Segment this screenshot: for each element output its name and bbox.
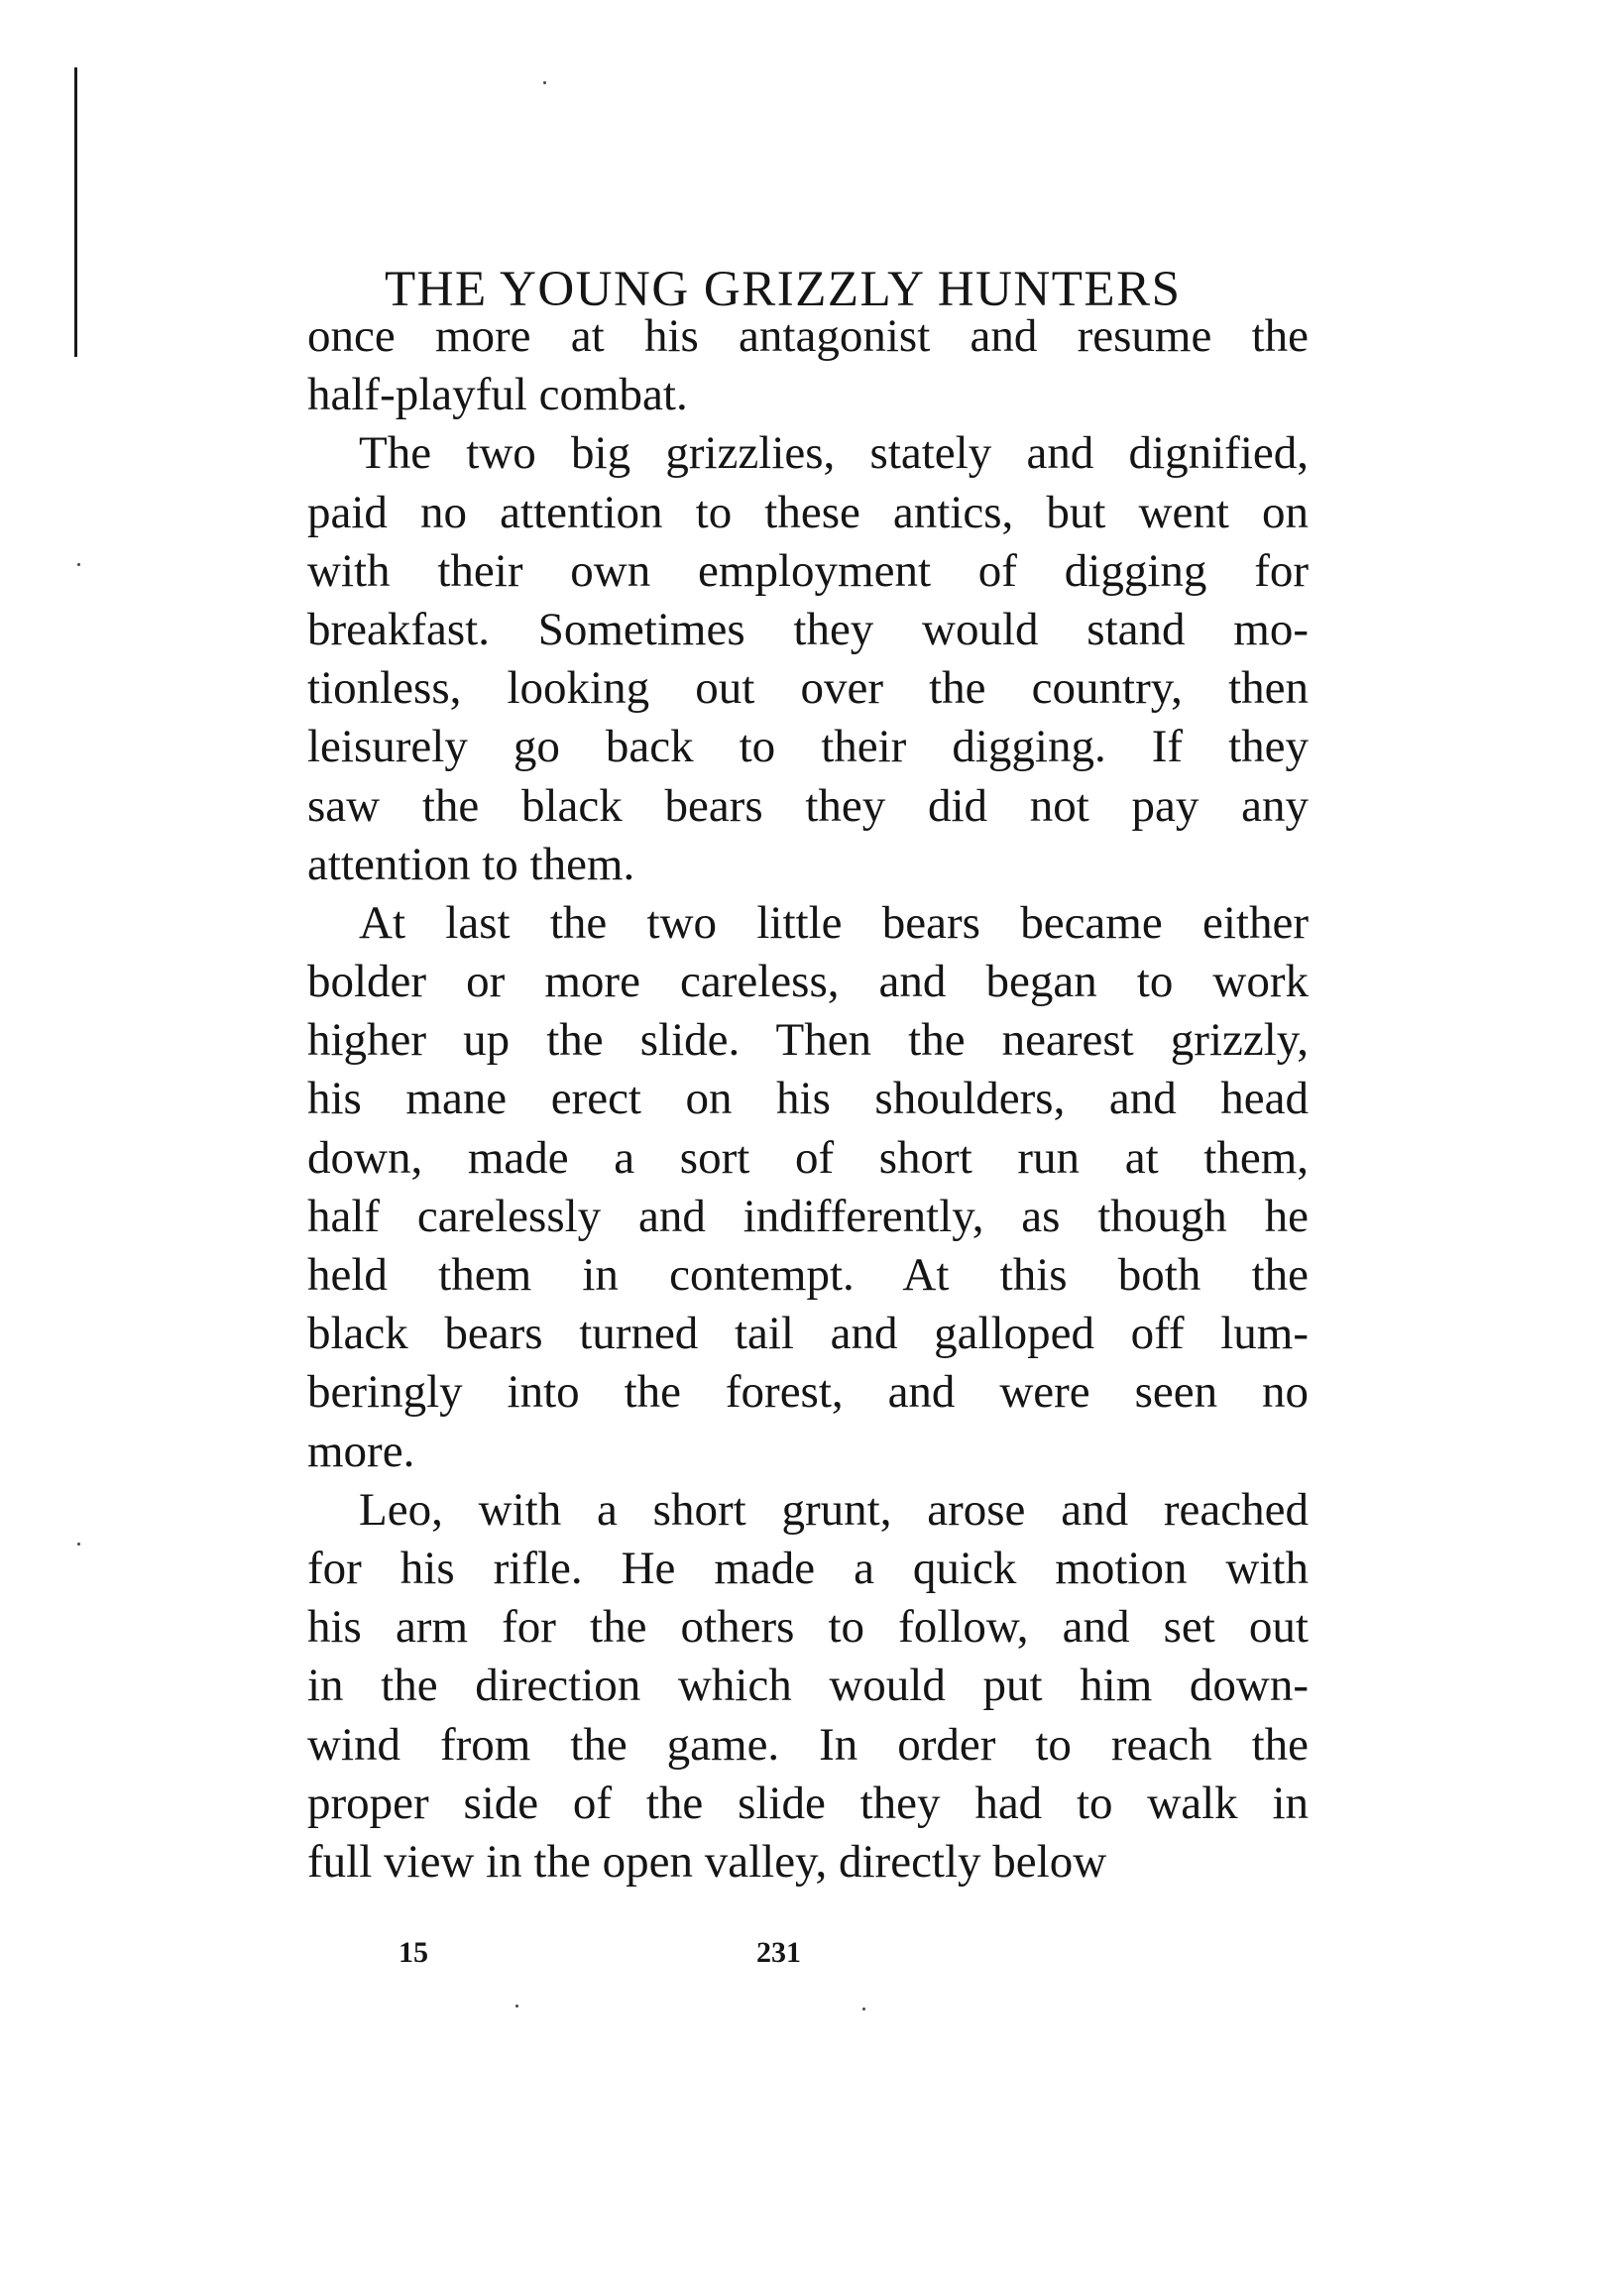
body-text [307,307,1309,1892]
paragraph [307,424,1309,894]
text-line: held them in contempt. At this both the [307,1249,1309,1301]
text-line: breakfast. Sometimes they would stand mo- [307,603,1309,655]
paragraph [307,894,1309,1481]
text-line: more. [307,1425,415,1477]
text-line: once more at his antagonist and resume the [307,310,1309,362]
text-line: half carelessly and indifferently, as though he [307,1190,1309,1242]
text-line: for his rifle. He made a quick motion with [307,1542,1309,1594]
running-head: THE YOUNG GRIZZLY HUNTERS [385,262,1182,317]
text-line: his mane erect on his shoulders, and head [307,1073,1309,1125]
text-line: Leo, with a short grunt, arose and reached [359,1483,1309,1536]
page-number: 231 [756,1936,801,1969]
scan-speck [543,81,546,84]
text-line: attention to them. [307,838,635,890]
text-line: paid no attention to these antics, but went on [307,486,1309,538]
text-line: black bears turned tail and galloped off lum- [307,1308,1309,1360]
text-line: with their own employment of digging for [307,544,1309,597]
text-line: wind from the game. In order to reach the [307,1718,1309,1771]
scan-speck [862,2008,865,2010]
scan-speck [77,1543,80,1546]
text-line: proper side of the slide they had to walk in [307,1777,1309,1829]
text-line: full view in the open valley, directly below [307,1835,1107,1888]
scan-speck [77,563,80,566]
text-line: higher up the slide. Then the nearest grizzly, [307,1014,1309,1067]
text-line: bolder or more careless, and began to work [307,956,1309,1008]
text-line: tionless, looking out over the country, then [307,662,1309,715]
text-line: half-playful combat. [307,369,688,421]
paragraph [307,1481,1309,1892]
text-line: down, made a sort of short run at them, [307,1131,1309,1184]
text-line: beringly into the forest, and were seen no [307,1366,1309,1419]
scan-speck [515,2005,518,2008]
text-line: At last the two little bears became either [359,896,1309,949]
scan-margin-rule [74,67,77,357]
text-line: The two big grizzlies, stately and dignified, [359,427,1309,480]
signature-mark: 15 [399,1936,428,1969]
text-line: his arm for the others to follow, and set out [307,1601,1309,1654]
text-line: saw the black bears they did not pay any [307,779,1309,832]
text-line: in the direction which would put him down- [307,1660,1309,1712]
text-line: leisurely go back to their digging. If they [307,721,1309,773]
paragraph [307,307,1309,424]
